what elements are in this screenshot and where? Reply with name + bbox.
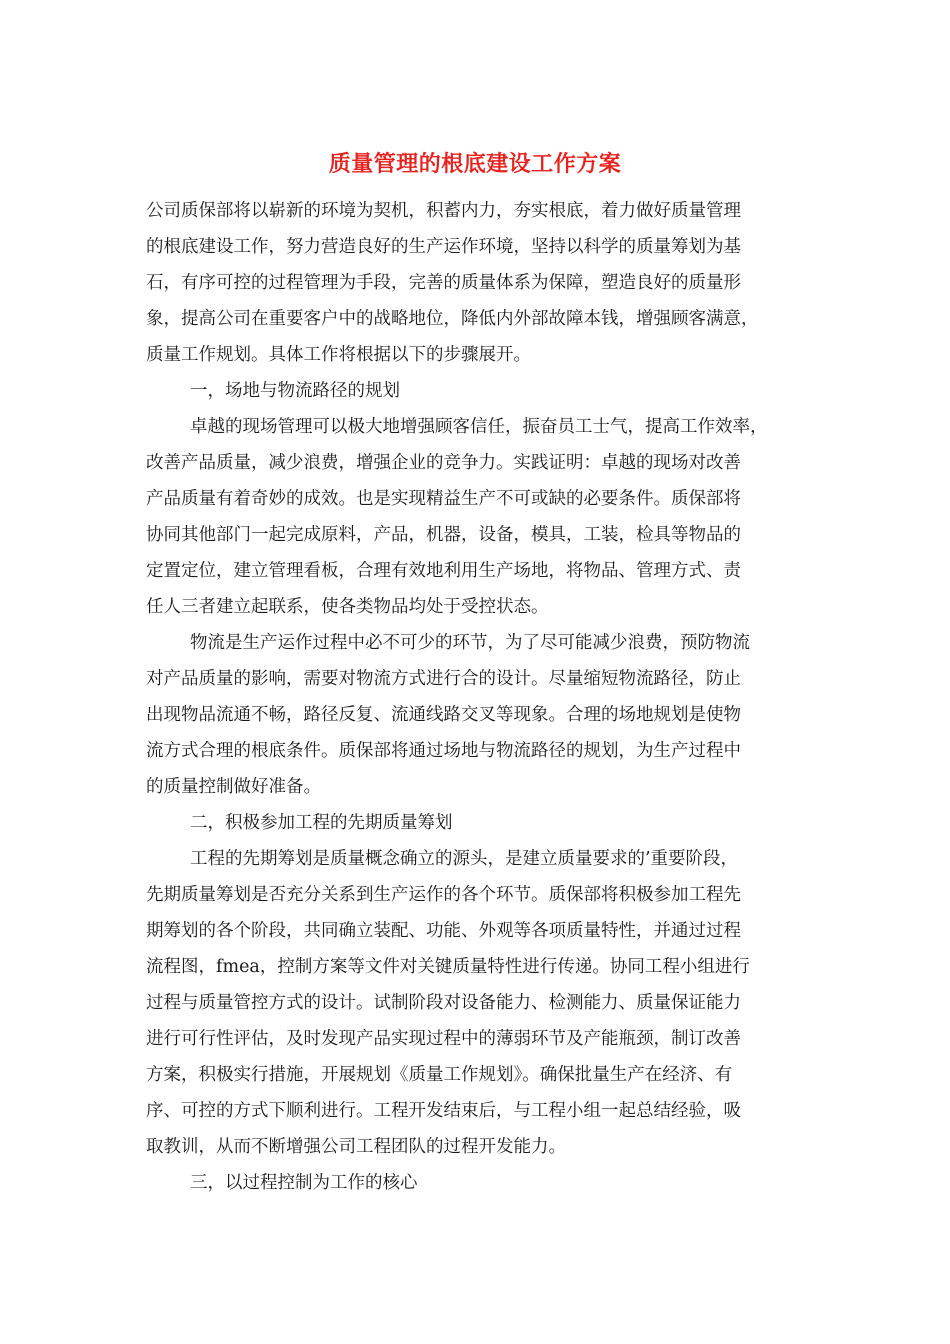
- paragraph-line: 流程图，fmea，控制方案等文件对关键质量特性进行传递。协同工程小组进行: [146, 957, 750, 977]
- paragraph-line: 对产品质量的影响，需要对物流方式进行合的设计。尽量缩短物流路径，防止: [146, 669, 741, 689]
- paragraph-line: 取教训，从而不断增强公司工程团队的过程开发能力。: [146, 1137, 566, 1157]
- paragraph-line: 物流是生产运作过程中必不可少的环节，为了尽可能减少浪费，预防物流: [190, 633, 750, 653]
- paragraph-line: 流方式合理的根底条件。质保部将通过场地与物流路径的规划，为生产过程中: [146, 741, 741, 761]
- paragraph-line: 的根底建设工作，努力营造良好的生产运作环境，坚持以科学的质量筹划为基: [146, 237, 741, 257]
- paragraph-line: 质量工作规划。具体工作将根据以下的步骤展开。: [146, 345, 531, 365]
- section-heading: 三，以过程控制为工作的核心: [190, 1173, 418, 1193]
- paragraph-line: 定置定位，建立管理看板，合理有效地利用生产场地，将物品、管理方式、责: [146, 561, 741, 581]
- paragraph-line: 卓越的现场管理可以极大地增强顾客信任，振奋员工士气，提高工作效率，: [190, 417, 768, 437]
- paragraph-line: 产品质量有着奇妙的成效。也是实现精益生产不可或缺的必要条件。质保部将: [146, 489, 741, 509]
- paragraph-line: 方案，积极实行措施，开展规划《质量工作规划》。确保批量生产在经济、有: [146, 1065, 733, 1085]
- section-heading: 一，场地与物流路径的规划: [190, 381, 400, 401]
- paragraph-line: 先期质量筹划是否充分关系到生产运作的各个环节。质保部将积极参加工程先: [146, 885, 741, 905]
- paragraph-line: 期筹划的各个阶段，共同确立装配、功能、外观等各项质量特性，并通过过程: [146, 921, 741, 941]
- paragraph-line: 出现物品流通不畅，路径反复、流通线路交叉等现象。合理的场地规划是使物: [146, 705, 741, 725]
- page-title: 质量管理的根底建设工作方案: [328, 152, 622, 177]
- paragraph-line: 过程与质量管控方式的设计。试制阶段对设备能力、检测能力、质量保证能力: [146, 993, 741, 1013]
- paragraph-line: 序、可控的方式下顺利进行。工程开发结束后，与工程小组一起总结经验，吸: [146, 1101, 741, 1121]
- paragraph-line: 的质量控制做好准备。: [146, 777, 321, 797]
- paragraph-line: 协同其他部门一起完成原料，产品，机器，设备，模具，工装，检具等物品的: [146, 525, 741, 545]
- paragraph-line: 进行可行性评估，及时发现产品实现过程中的薄弱环节及产能瓶颈，制订改善: [146, 1029, 741, 1049]
- paragraph-line: 公司质保部将以崭新的环境为契机，积蓄内力，夯实根底，着力做好质量管理: [146, 201, 741, 221]
- section-heading: 二，积极参加工程的先期质量筹划: [190, 813, 453, 833]
- paragraph-line: 任人三者建立起联系，使各类物品均处于受控状态。: [146, 597, 549, 617]
- paragraph-line: 石，有序可控的过程管理为手段，完善的质量体系为保障，塑造良好的质量形: [146, 273, 741, 293]
- paragraph-line: 象，提高公司在重要客户中的战略地位，降低内外部故障本钱，增强顾客满意，: [146, 309, 759, 329]
- paragraph-line: 工程的先期筹划是质量概念确立的源头，是建立质量要求的’重要阶段，: [190, 849, 739, 869]
- paragraph-line: 改善产品质量，减少浪费，增强企业的竞争力。实践证明：卓越的现场对改善: [146, 453, 741, 473]
